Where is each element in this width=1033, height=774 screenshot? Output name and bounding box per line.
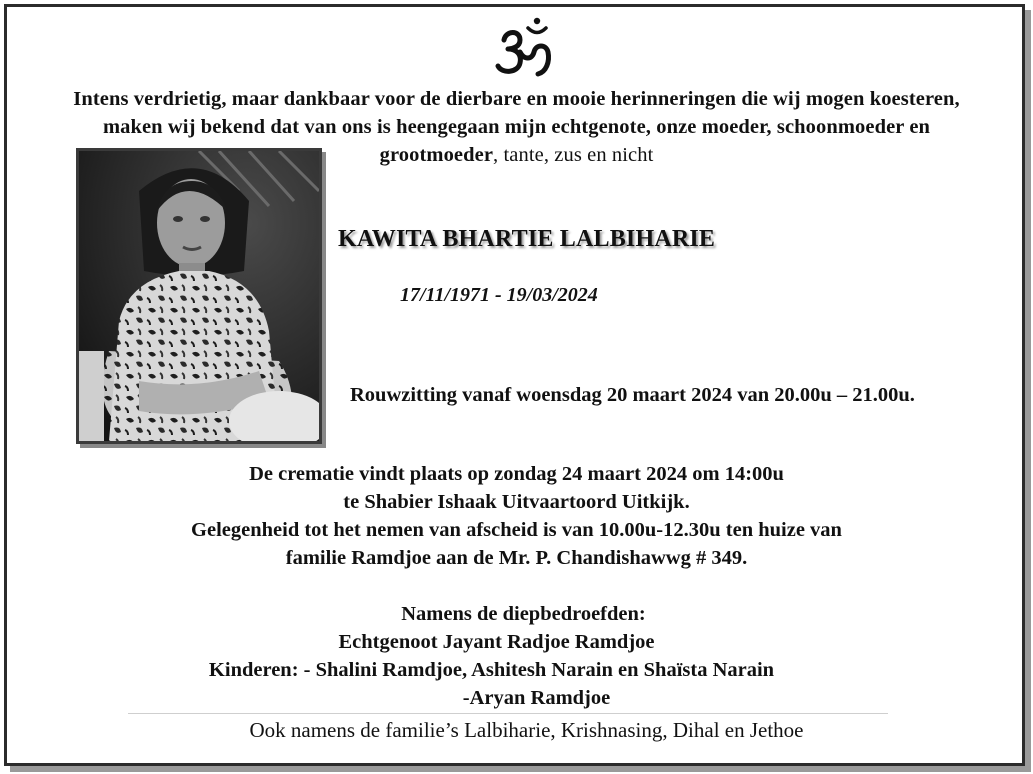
footer-families: Ook namens de familie’s Lalbiharie, Krishnasing, Dihal en Jethoe: [249, 718, 804, 742]
crematie-line-1: De crematie vindt plaats op zondag 24 maart 2024 om 14:00u: [249, 463, 784, 485]
om-icon: [490, 16, 556, 82]
portrait-image: [79, 151, 319, 441]
namens-kinderen: Kinderen: - Shalini Ramdjoe, Ashitesh Narain en Shaïsta Narain: [208, 659, 775, 681]
footer-divider: [128, 713, 888, 714]
namens-heading: Namens de diepbedroefden:: [401, 603, 646, 625]
namens-block: [0, 600, 1033, 712]
crematie-line-4: familie Ramdjoe aan de Mr. P. Chandishawwg # 349.: [285, 547, 748, 569]
intro-line-3-rest: , tante, zus en nicht: [493, 144, 654, 166]
portrait-photo: [76, 148, 322, 444]
crematie-line-2: te Shabier Ishaak Uitvaartoord Uitkijk.: [343, 491, 690, 513]
namens-kinderen-2: -Aryan Ramdjoe: [462, 687, 611, 709]
namens-echtgenoot: Echtgenoot Jayant Radjoe Ramdjoe: [338, 631, 655, 653]
crematie-text: [0, 460, 1033, 572]
rouwzitting-text: Rouwzitting vanaf woensdag 20 maart 2024 van 20.00u – 21.00u.: [350, 384, 915, 406]
crematie-line-3: Gelegenheid tot het nemen van afscheid is van 10.00u-12.30u ten huize van: [191, 519, 842, 541]
footer-text: [0, 718, 1033, 743]
intro-line-1: Intens verdrietig, maar dankbaar voor de dierbare en mooie herinneringen die wij mogen koesteren,: [73, 88, 960, 110]
intro-line-3-bold: grootmoeder: [379, 144, 494, 166]
intro-line-2: maken wij bekend dat van ons is heengegaan mijn echtgenote, onze moeder, schoonmoeder en: [102, 116, 931, 138]
life-dates: 17/11/1971 - 19/03/2024: [400, 284, 598, 306]
deceased-name: KAWITA BHARTIE LALBIHARIE: [338, 226, 716, 252]
